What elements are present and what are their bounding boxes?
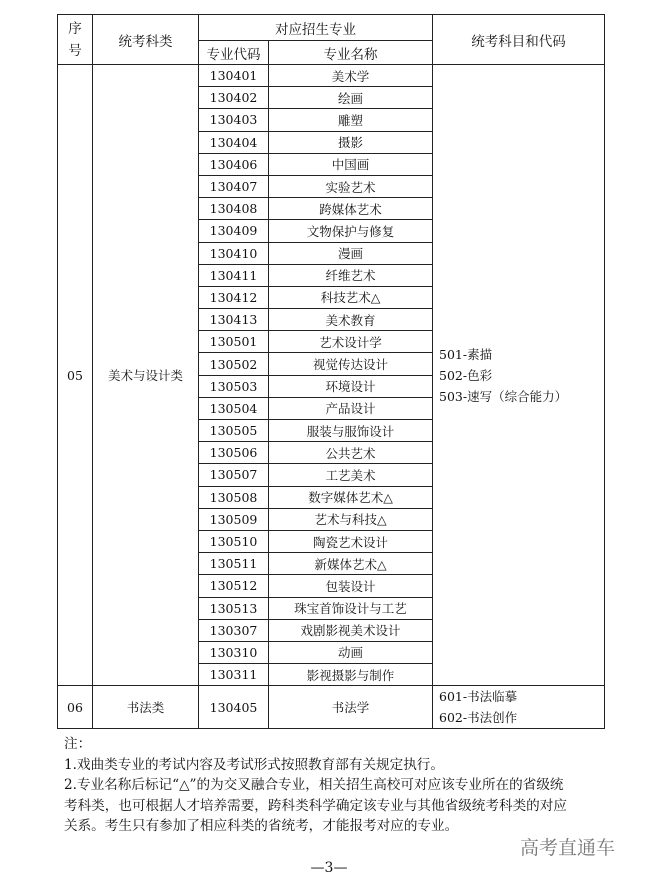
major-code: 130402 (199, 87, 269, 109)
major-name: 美术教育 (269, 309, 433, 331)
notes (64, 734, 574, 837)
major-code: 130512 (199, 575, 269, 597)
major-name: 公共艺术 (269, 442, 433, 464)
header-code: 专业代码 (199, 41, 269, 65)
header-name: 专业名称 (269, 41, 433, 65)
major-name: 新媒体艺术△ (269, 553, 433, 575)
major-code: 130412 (199, 286, 269, 308)
major-code: 130411 (199, 264, 269, 286)
major-name: 科技艺术△ (269, 286, 433, 308)
major-name: 服装与服饰设计 (269, 420, 433, 442)
major-code: 130506 (199, 442, 269, 464)
major-name: 影视摄影与制作 (269, 664, 433, 686)
group-seq: 06 (58, 686, 93, 729)
major-code: 130413 (199, 309, 269, 331)
header-seq: 序号 (58, 15, 93, 65)
watermark: 高考直通车 (520, 837, 616, 859)
major-code: 130510 (199, 530, 269, 552)
major-code: 130507 (199, 464, 269, 486)
major-code: 130508 (199, 486, 269, 508)
group-subjects (433, 65, 605, 686)
major-code: 130504 (199, 397, 269, 419)
major-name: 动画 (269, 641, 433, 663)
major-code: 130307 (199, 619, 269, 641)
header-subjects: 统考科目和代码 (433, 15, 605, 65)
major-code: 130410 (199, 242, 269, 264)
major-code: 130505 (199, 420, 269, 442)
major-name: 漫画 (269, 242, 433, 264)
group-subjects (433, 686, 605, 729)
major-name: 中国画 (269, 153, 433, 175)
major-code: 130401 (199, 65, 269, 87)
majors-table (57, 14, 605, 729)
major-name: 跨媒体艺术 (269, 198, 433, 220)
major-name: 实验艺术 (269, 175, 433, 197)
major-code: 130407 (199, 175, 269, 197)
major-name: 艺术设计学 (269, 331, 433, 353)
header-category: 统考科类 (93, 15, 199, 65)
table-row (58, 65, 605, 87)
major-code: 130501 (199, 331, 269, 353)
group-category: 美术与设计类 (93, 65, 199, 686)
major-code: 130310 (199, 641, 269, 663)
major-code: 130404 (199, 131, 269, 153)
group-seq: 05 (58, 65, 93, 686)
major-code: 130409 (199, 220, 269, 242)
note-item: 2.专业名称后标记“△”的为交叉融合专业，相关招生高校可对应该专业所在的省级统考科类，也可根据人才培养需要，跨科类科学确定该专业与其他省级统考科类的对应关系。考生只有参加了相应科类的省统考，才能报考对应的专业。 (64, 777, 567, 834)
major-code: 130502 (199, 353, 269, 375)
major-name: 数字媒体艺术△ (269, 486, 433, 508)
major-code: 130509 (199, 508, 269, 530)
major-name: 环境设计 (269, 375, 433, 397)
major-name: 美术学 (269, 65, 433, 87)
group-category: 书法类 (93, 686, 199, 729)
major-name: 视觉传达设计 (269, 353, 433, 375)
subject-item: 502-色彩 (439, 367, 493, 383)
major-code: 130408 (199, 198, 269, 220)
notes-title: 注： (64, 736, 92, 752)
page-number: —3— (310, 860, 348, 876)
major-name: 珠宝首饰设计与工艺 (269, 597, 433, 619)
major-code: 130513 (199, 597, 269, 619)
major-code: 130405 (199, 686, 269, 729)
major-name: 艺术与科技△ (269, 508, 433, 530)
header-majors-group: 对应招生专业 (199, 15, 433, 41)
major-name: 文物保护与修复 (269, 220, 433, 242)
major-code: 130311 (199, 664, 269, 686)
subject-item: 602-书法创作 (439, 710, 518, 726)
major-name: 戏剧影视美术设计 (269, 619, 433, 641)
major-name: 摄影 (269, 131, 433, 153)
major-name: 工艺美术 (269, 464, 433, 486)
major-name: 书法学 (269, 686, 433, 729)
major-name: 雕塑 (269, 109, 433, 131)
subject-item: 501-素描 (439, 346, 493, 362)
major-name: 产品设计 (269, 397, 433, 419)
major-code: 130503 (199, 375, 269, 397)
major-name: 包装设计 (269, 575, 433, 597)
major-name: 纤维艺术 (269, 264, 433, 286)
note-item: 1.戏曲类专业的考试内容及考试形式按照教育部有关规定执行。 (64, 756, 444, 773)
major-code: 130511 (199, 553, 269, 575)
major-name: 绘画 (269, 87, 433, 109)
major-name: 陶瓷艺术设计 (269, 530, 433, 552)
table-row (58, 686, 605, 729)
subject-item: 503-速写（综合能力） (439, 388, 568, 404)
major-code: 130403 (199, 109, 269, 131)
subject-item: 601-书法临摹 (439, 689, 518, 705)
major-code: 130406 (199, 153, 269, 175)
